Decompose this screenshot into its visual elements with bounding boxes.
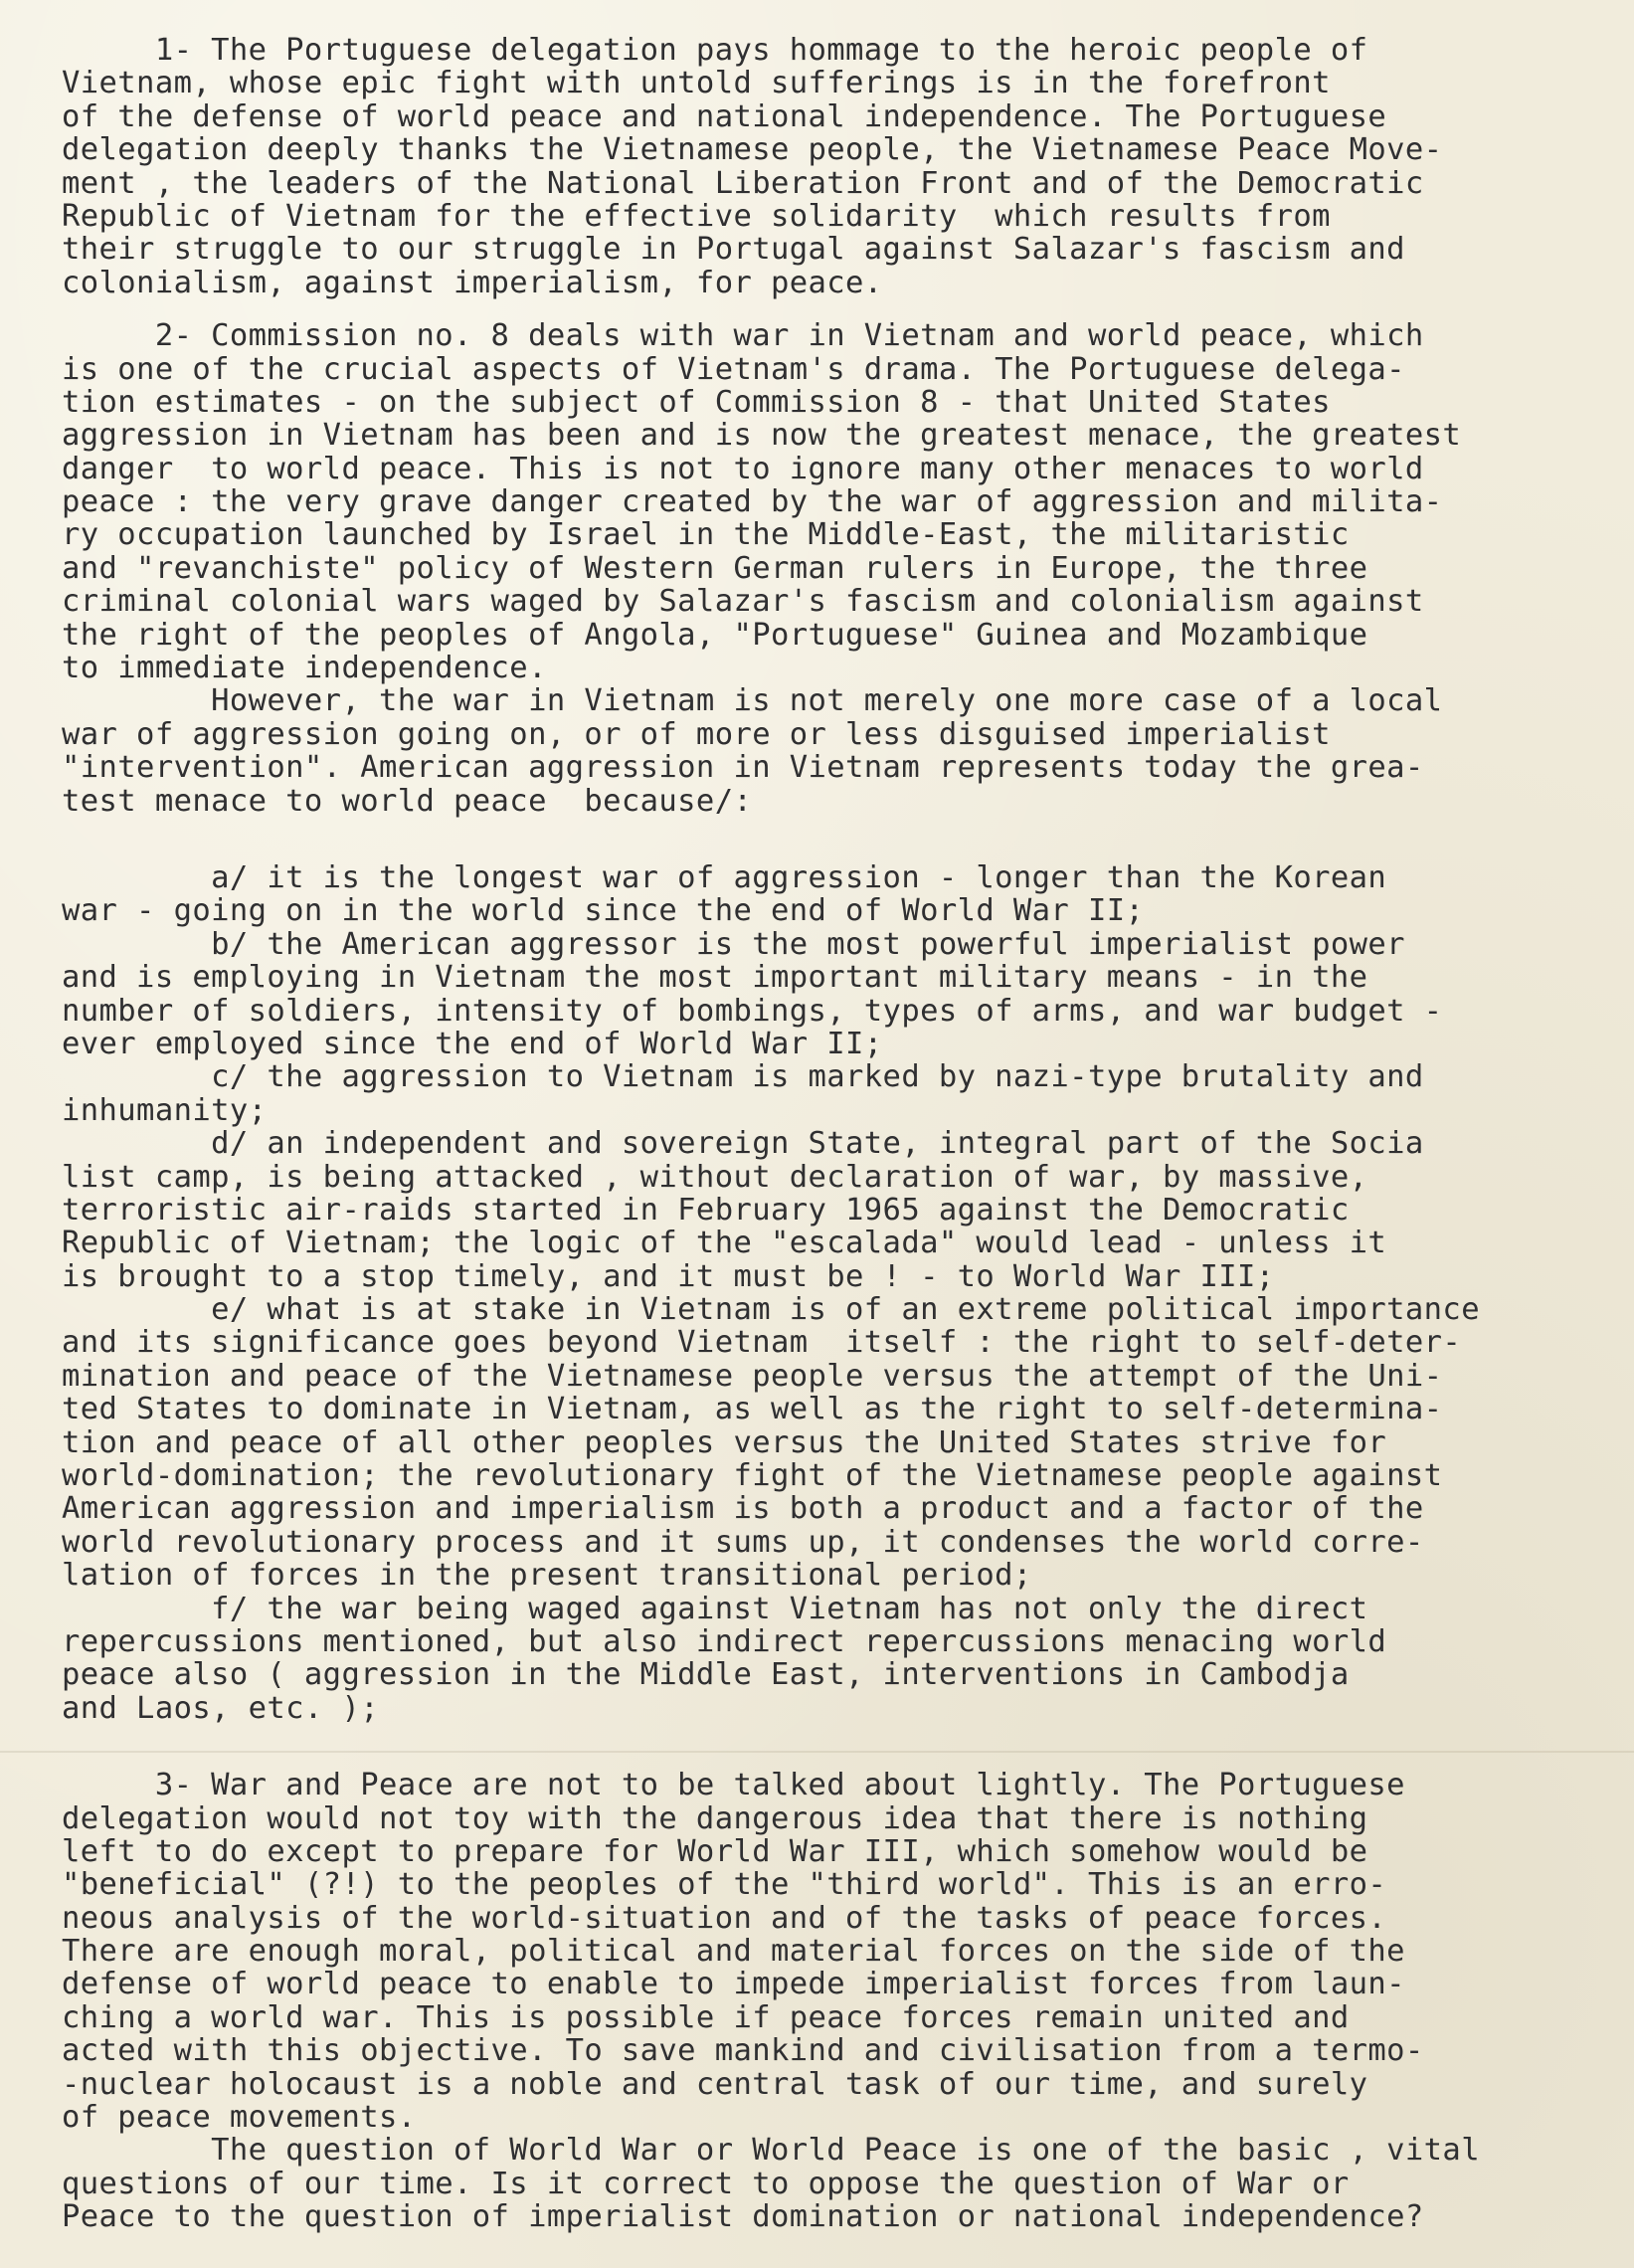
- text-line: The question of World War or World Peace is one of the basic , vital: [62, 2133, 1480, 2169]
- paragraph-gap: [62, 818, 1613, 861]
- text-line: of the defense of world peace and national independence. The Portuguese: [62, 98, 1387, 134]
- text-line: and is employing in Vietnam the most important military means - in the: [62, 960, 1368, 996]
- text-line: e/ what is at stake in Vietnam is of an extreme political importance: [62, 1292, 1480, 1328]
- text-line: ted States to dominate in Vietnam, as well as the right to self-determina-: [62, 1392, 1443, 1427]
- text-line: colonialism, against imperialism, for peace.: [62, 265, 883, 300]
- text-line: criminal colonial wars waged by Salazar's fascism and colonialism against: [62, 584, 1424, 620]
- text-line: mination and peace of the Vietnamese people versus the attempt of the Uni-: [62, 1358, 1443, 1394]
- text-line: is one of the crucial aspects of Vietnam's drama. The Portuguese delega-: [62, 351, 1405, 387]
- text-line: a/ it is the longest war of aggression - longer than the Korean: [62, 859, 1387, 895]
- text-line: world revolutionary process and it sums up, it condenses the world corre-: [62, 1524, 1424, 1560]
- text-line: and "revanchiste" policy of Western German rulers in Europe, the three: [62, 550, 1368, 586]
- text-line: danger to world peace. This is not to ignore many other menaces to world: [62, 451, 1424, 486]
- text-line: defense of world peace to enable to impede imperialist forces from laun-: [62, 1967, 1405, 2002]
- text-line: test menace to world peace because/:: [62, 783, 753, 819]
- text-line: of peace movements.: [62, 2100, 417, 2136]
- text-line: peace : the very grave danger created by the war of aggression and milita-: [62, 484, 1443, 520]
- text-line: acted with this objective. To save mankind and civilisation from a termo-: [62, 2033, 1424, 2069]
- text-line: Peace to the question of imperialist domination or national independence?: [62, 2199, 1424, 2235]
- text-line: their struggle to our struggle in Portugal against Salazar's fascism and: [62, 232, 1405, 268]
- text-line: 3- War and Peace are not to be talked about lightly. The Portuguese: [62, 1768, 1405, 1803]
- text-line: 2- Commission no. 8 deals with war in Vietnam and world peace, which: [62, 318, 1424, 354]
- text-line: the right of the peoples of Angola, "Portuguese" Guinea and Mozambique: [62, 617, 1368, 653]
- text-line: ching a world war. This is possible if peace forces remain united and: [62, 1999, 1350, 2035]
- text-line: -nuclear holocaust is a noble and central task of our time, and surely: [62, 2066, 1368, 2102]
- text-line: tion and peace of all other peoples versus the United States strive for: [62, 1424, 1387, 1460]
- paragraph-gap: [62, 299, 1613, 319]
- text-line: Republic of Vietnam for the effective solidarity which results from: [62, 198, 1331, 234]
- text-line: list camp, is being attacked , without declaration of war, by massive,: [62, 1159, 1368, 1195]
- text-line: terroristic air-raids started in February 1965 against the Democratic: [62, 1192, 1350, 1228]
- text-line: delegation would not toy with the dangerous idea that there is nothing: [62, 1800, 1368, 1836]
- text-line: is brought to a stop timely, and it must be ! - to World War III;: [62, 1258, 1275, 1294]
- typewritten-text-body: [62, 34, 1613, 2234]
- text-line: to immediate independence.: [62, 651, 547, 686]
- text-line: However, the war in Vietnam is not merely one more case of a local: [62, 683, 1443, 719]
- text-line: c/ the aggression to Vietnam is marked by nazi-type brutality and: [62, 1059, 1424, 1095]
- text-line: left to do except to prepare for World War III, which somehow would be: [62, 1833, 1368, 1869]
- text-line: delegation deeply thanks the Vietnamese people, the Vietnamese Peace Move-: [62, 132, 1443, 168]
- text-line: world-domination; the revolutionary fight of the Vietnamese people against: [62, 1458, 1443, 1494]
- text-line: 1- The Portuguese delegation pays hommage to the heroic people of: [62, 33, 1368, 68]
- text-line: American aggression and imperialism is both a product and a factor of the: [62, 1491, 1424, 1527]
- text-line: Republic of Vietnam; the logic of the "escalada" would lead - unless it: [62, 1226, 1387, 1261]
- text-line: ry occupation launched by Israel in the Middle-East, the militaristic: [62, 517, 1350, 553]
- text-line: There are enough moral, political and material forces on the side of the: [62, 1934, 1405, 1970]
- text-line: questions of our time. Is it correct to oppose the question of War or: [62, 2166, 1350, 2201]
- text-line: f/ the war being waged against Vietnam has not only the direct: [62, 1591, 1368, 1626]
- text-line: ment , the leaders of the National Liberation Front and of the Democratic: [62, 165, 1424, 201]
- text-line: neous analysis of the world-situation and of the tasks of peace forces.: [62, 1900, 1387, 1936]
- paragraph-gap: [62, 1725, 1613, 1769]
- text-line: tion estimates - on the subject of Commission 8 - that United States: [62, 384, 1331, 420]
- text-line: Vietnam, whose epic fight with untold sufferings is in the forefront: [62, 66, 1331, 101]
- text-line: peace also ( aggression in the Middle East, interventions in Cambodja: [62, 1657, 1350, 1693]
- text-line: and Laos, etc. );: [62, 1690, 379, 1726]
- text-line: ever employed since the end of World War II;: [62, 1026, 883, 1061]
- text-line: b/ the American aggressor is the most powerful imperialist power: [62, 926, 1405, 962]
- text-line: "beneficial" (?!) to the peoples of the "third world". This is an erro-: [62, 1867, 1387, 1903]
- text-line: and its significance goes beyond Vietnam itself : the right to self-deter-: [62, 1325, 1462, 1361]
- text-line: war of aggression going on, or of more or less disguised imperialist: [62, 716, 1331, 752]
- text-line: number of soldiers, intensity of bombings, types of arms, and war budget -: [62, 993, 1443, 1029]
- text-line: lation of forces in the present transitional period;: [62, 1558, 1032, 1594]
- text-line: repercussions mentioned, but also indirect repercussions menacing world: [62, 1623, 1387, 1659]
- text-line: aggression in Vietnam has been and is now the greatest menace, the greatest: [62, 418, 1462, 454]
- text-line: d/ an independent and sovereign State, integral part of the Socia: [62, 1126, 1424, 1162]
- text-line: inhumanity;: [62, 1092, 268, 1128]
- text-line: war - going on in the world since the end of World War II;: [62, 893, 1145, 929]
- text-line: "intervention". American aggression in Vietnam represents today the grea-: [62, 750, 1424, 786]
